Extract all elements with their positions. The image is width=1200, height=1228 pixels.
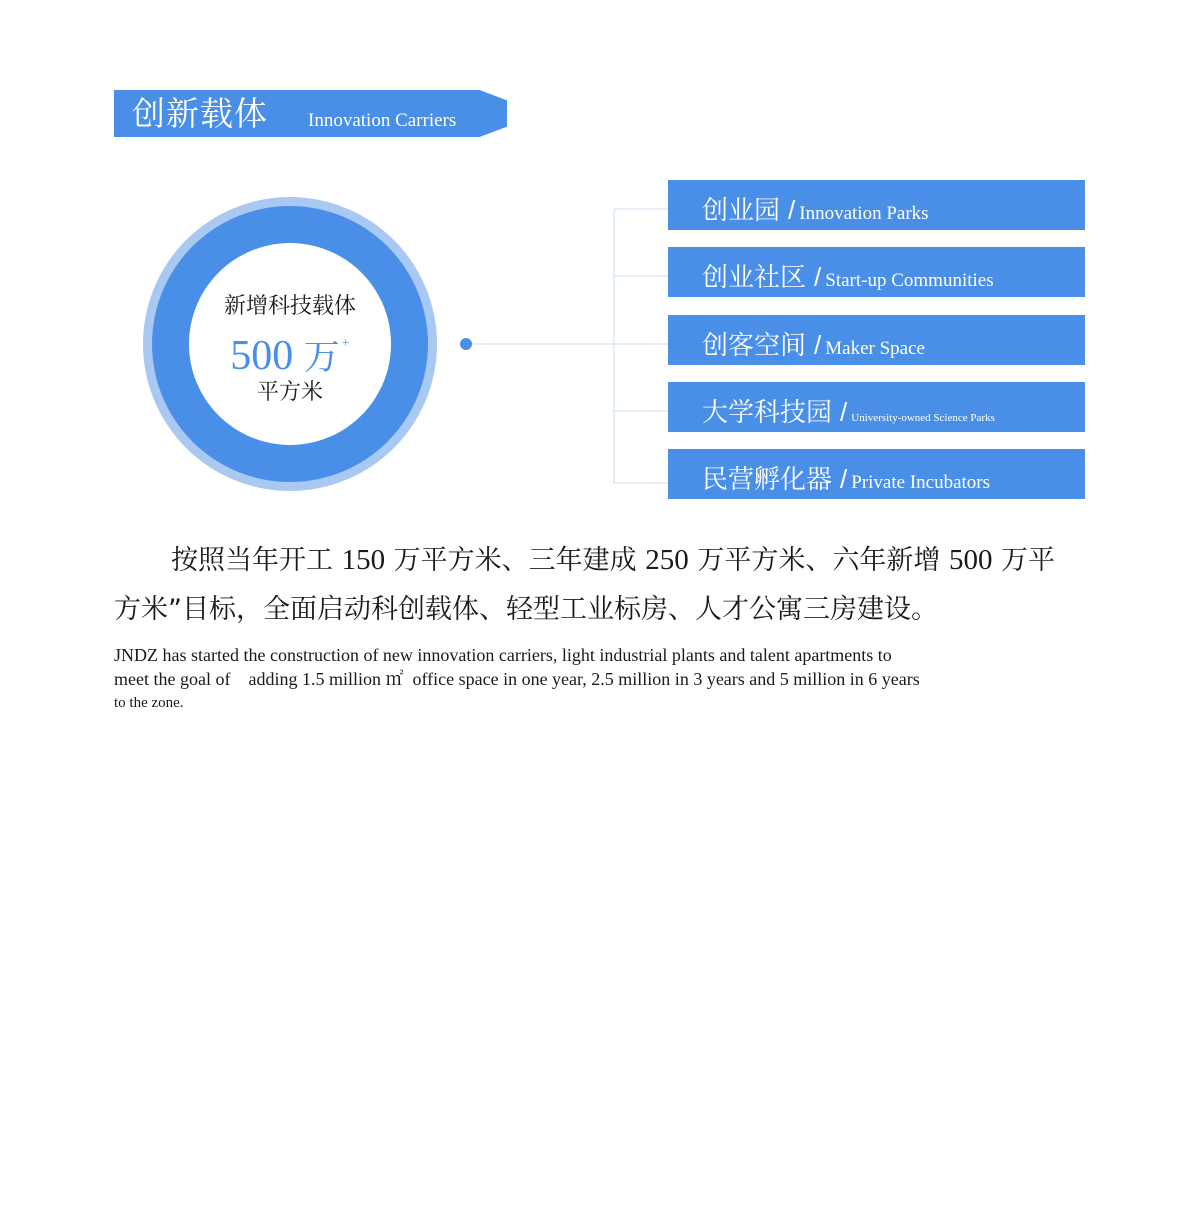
paragraph-cn-text: 万平方米、六年新增 xyxy=(688,545,949,576)
carrier-label-en: Maker Space xyxy=(825,338,925,359)
carrier-innovation-parks xyxy=(668,180,1085,230)
carrier-maker-space xyxy=(668,315,1085,365)
section-title-cn: 创新载体 xyxy=(132,94,268,133)
carrier-separator: / xyxy=(788,195,796,225)
circle-title: 新增科技载体 xyxy=(223,294,356,319)
paragraph-en-line-1: JNDZ has started the construction of new innovation carriers, light industrial plants and talent apartments to xyxy=(114,645,892,665)
carrier-label-en: Start-up Communities xyxy=(825,270,994,291)
paragraph-en xyxy=(114,643,1044,715)
paragraph-cn-text: 按照当年开工 xyxy=(171,545,342,576)
paragraph-cn-text: 万平方米”目标，全面启动科创载体、轻型工业标房、人才公寓三房建设。 xyxy=(114,545,1056,625)
section-title-en: Innovation Carriers xyxy=(308,110,457,131)
carrier-label-cn: 创业社区 xyxy=(702,263,807,293)
carrier-startup-communities xyxy=(668,247,1085,297)
circle-unit: 平方米 xyxy=(256,380,323,405)
paragraph-cn-number: 250 xyxy=(645,544,689,576)
carrier-label-cn: 创客空间 xyxy=(702,331,807,361)
paragraph-cn-text: 万平方米、三年建成 xyxy=(385,545,646,576)
carrier-private-incubators xyxy=(668,449,1085,499)
circle-number-value: 500 xyxy=(230,333,294,379)
paragraph-en-line-2: meet the goal of adding 1.5 million ㎡ office space in one year, 2.5 million in 3 years and 5 million in 6 years xyxy=(114,669,920,689)
carrier-separator: / xyxy=(814,330,822,360)
paragraph-cn xyxy=(114,536,1080,634)
circle-number-plus: + xyxy=(341,336,350,351)
carrier-label-cn: 民营孵化器 xyxy=(702,465,833,495)
carrier-separator: / xyxy=(840,397,848,427)
paragraph-cn-number: 150 xyxy=(341,544,386,576)
paragraph-en-line-3: to the zone. xyxy=(114,695,184,711)
carrier-label-en: University-owned Science Parks xyxy=(851,412,995,424)
carrier-label-cn: 大学科技园 xyxy=(702,398,833,428)
carrier-separator: / xyxy=(840,464,848,494)
carrier-university-science-parks xyxy=(668,382,1085,432)
connector-lines xyxy=(0,0,1200,600)
carrier-label-cn: 创业园 xyxy=(702,196,781,226)
carrier-label-en: Innovation Parks xyxy=(799,203,929,224)
carrier-separator: / xyxy=(814,262,822,292)
carrier-label-en: Private Incubators xyxy=(851,472,991,493)
circle-number-unit: 万 xyxy=(303,337,340,378)
connector-dot xyxy=(460,338,472,350)
paragraph-cn-number: 500 xyxy=(948,544,993,576)
